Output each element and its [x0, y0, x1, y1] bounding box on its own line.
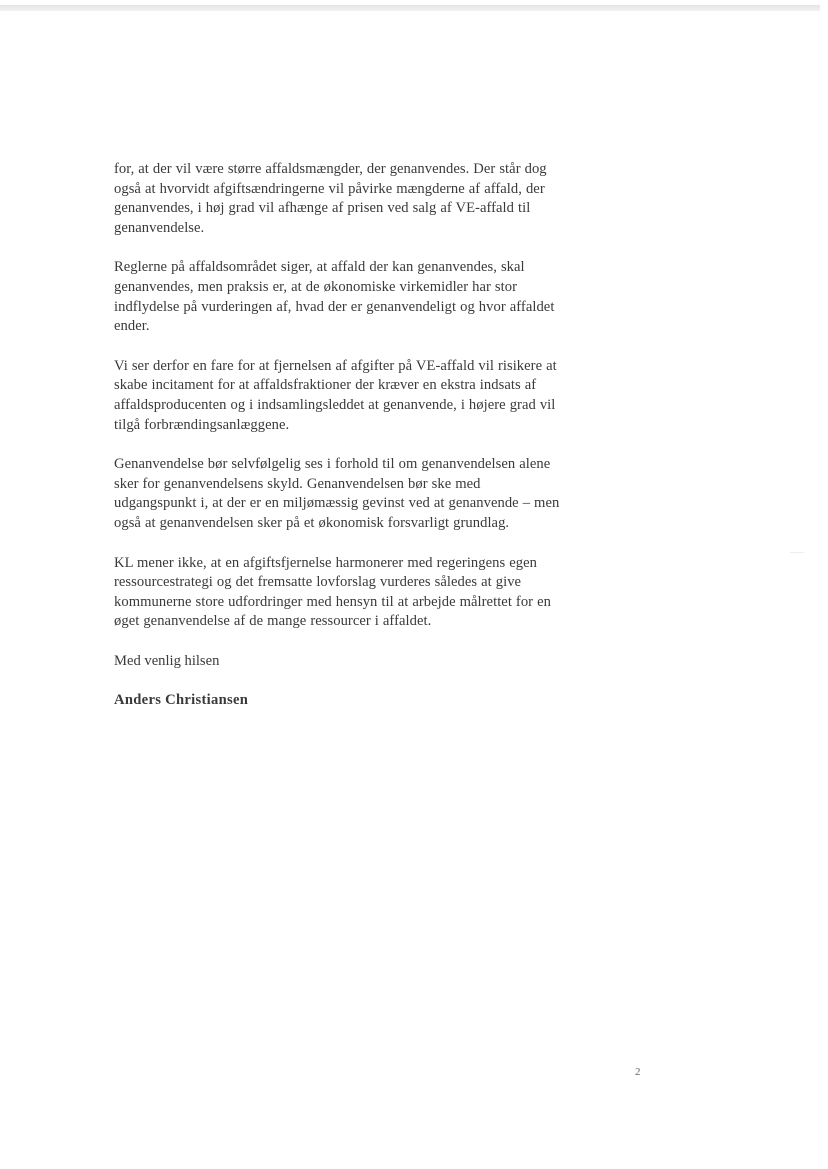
paragraph-risk-assessment [114, 357, 592, 435]
text-line: genanvendes, men praksis er, at de økonomiske virkemidler har stor [114, 278, 517, 295]
closing-salutation: Med venlig hilsen [114, 652, 220, 669]
scan-top-edge [0, 5, 820, 11]
text-line: udgangspunkt i, at der er en miljømæssig gevinst ved at genanvende – men [114, 495, 560, 512]
paragraph-kl-position [114, 554, 592, 632]
text-line: Vi ser derfor en fare for at fjernelsen af afgifter på VE-affald vil risikere at [114, 357, 557, 374]
page-number: 2 [635, 1066, 641, 1078]
paragraph-recycling-basis [114, 455, 592, 533]
paragraph-waste-rules [114, 258, 592, 336]
text-line: ender. [114, 318, 150, 335]
text-line: øget genanvendelse af de mange ressourcer i affaldet. [114, 613, 432, 630]
text-line: Genanvendelse bør selvfølgelig ses i forhold til om genanvendelsen alene [114, 456, 551, 473]
text-line: indflydelse på vurderingen af, hvad der er genanvendeligt og hvor affaldet [114, 298, 555, 315]
text-line: affaldsproducenten og i indsamlingsleddet at genanvende, i højere grad vil [114, 396, 556, 413]
text-line: sker for genanvendelsens skyld. Genanvendelsen bør ske med [114, 475, 481, 492]
letter-body [114, 160, 592, 711]
text-line: ressourcestrategi og det fremsatte lovforslag vurderes således at give [114, 574, 522, 591]
text-line: kommunerne store udfordringer med hensyn til at arbejde målrettet for en [114, 593, 551, 610]
scan-speck [790, 552, 804, 553]
text-line: for, at der vil være større affaldsmængder, der genanvendes. Der står dog [114, 161, 547, 177]
paragraph-recycling-volumes [114, 160, 592, 238]
text-line: genanvendelse. [114, 219, 205, 236]
signatory-name: Anders Christiansen [114, 692, 249, 709]
text-line: genanvendes, i høj grad vil afhænge af prisen ved salg af VE-affald til [114, 200, 531, 217]
text-line: tilgå forbrændingsanlæggene. [114, 416, 290, 433]
text-line: skabe incitament for at affaldsfraktioner der kræver en ekstra indsats af [114, 377, 537, 394]
text-line: KL mener ikke, at en afgiftsfjernelse harmonerer med regeringens egen [114, 554, 537, 571]
text-line: også at hvorvidt afgiftsændringerne vil påvirke mængderne af affald, der [114, 180, 545, 197]
text-line: Reglerne på affaldsområdet siger, at affald der kan genanvendes, skal [114, 259, 525, 276]
text-line: også at genanvendelsen sker på et økonomisk forsvarligt grundlag. [114, 514, 510, 531]
